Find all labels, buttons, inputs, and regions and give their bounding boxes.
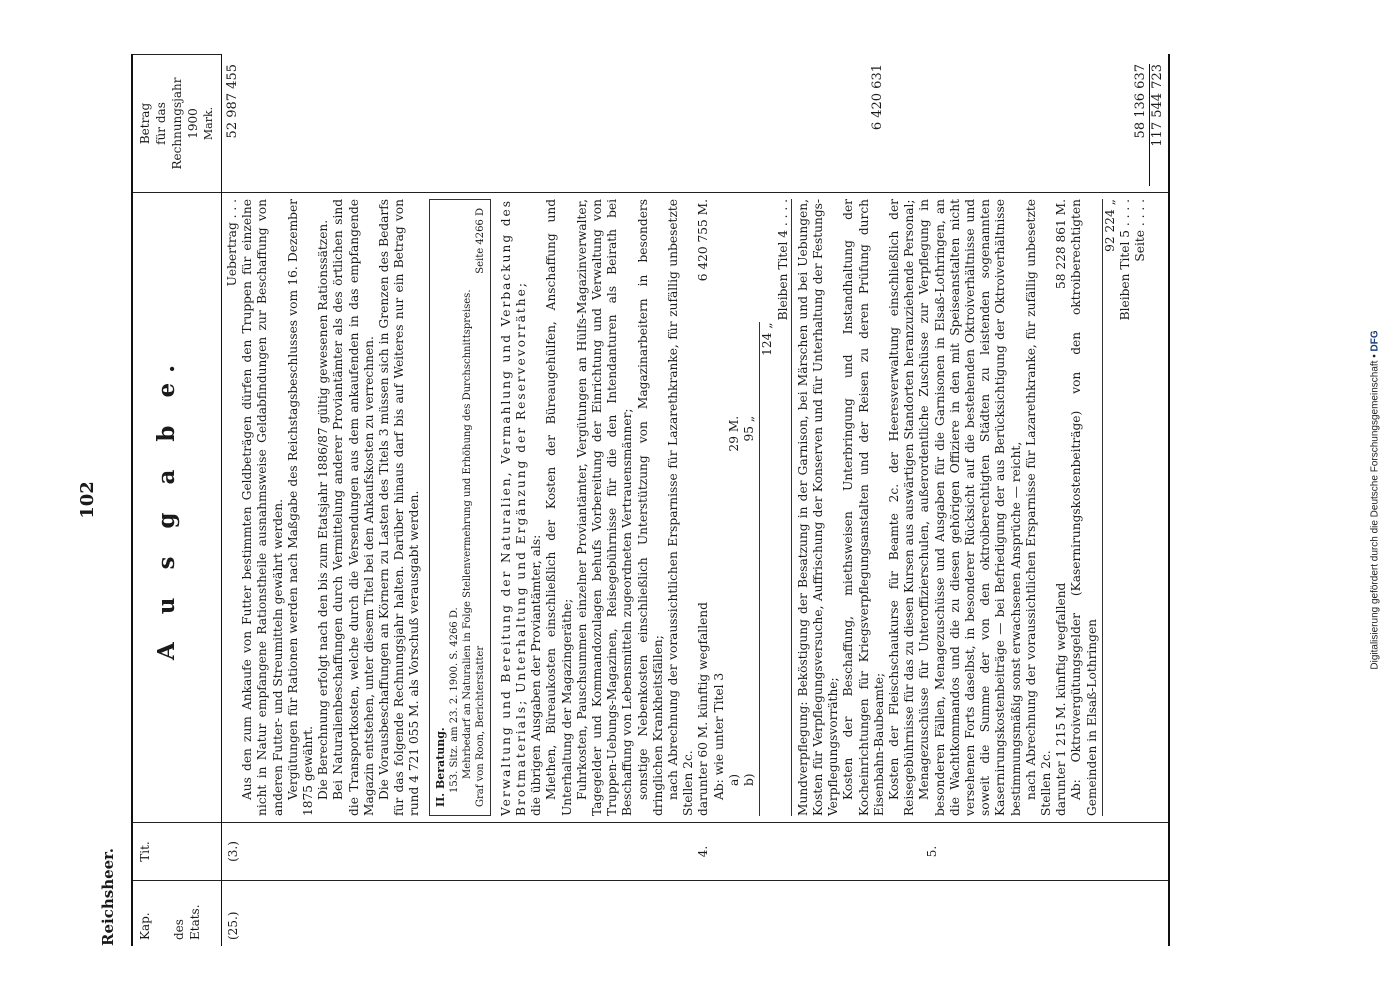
description-cell bbox=[222, 192, 1168, 822]
tit4-b-value: 95 „ bbox=[741, 415, 756, 442]
tit4-b-label: b) bbox=[741, 773, 756, 786]
seite-ref: 4266 D bbox=[474, 208, 486, 245]
section-title: A u s g a b e. bbox=[133, 192, 222, 822]
tit4-text: sonstige Nebenkosten einschließlich Unterstützung von Magazinarbeitern in besonders dringlichen Krankheitsfällen; bbox=[635, 199, 665, 816]
budget-table bbox=[131, 54, 1170, 946]
amount-header-line: für das bbox=[153, 102, 168, 145]
tit4-text: Fuhrkosten, Pauschsummen einzelner Proviantämter, Vergütungen an Hülfs-Magazinverwalter, Tagegelder und Kommandozulagen behufs Vorbereitung der Einrichtung und Verwaltung von Truppen-Uebungs-Magazinen, Reisegebührnisse für die den Intendanturen als Beirath bei Beschaffung von Lebensmitteln zugeordneten Vertrauensmänner; bbox=[574, 199, 634, 816]
tit4-bleiben: Bleiben Titel 4 . . . . bbox=[775, 199, 789, 321]
tit-5: 5. bbox=[924, 845, 939, 858]
tit5-text: Kosten der Beschaffung, miethsweisen Unterbringung und Instandhaltung der Kocheinrichtungen für Kriegsverpflegungsanstalten und der Reisen zu deren Prüfung durch Eisenbahn-Baubeamte; bbox=[840, 199, 886, 816]
digitization-credit-band bbox=[1367, 0, 1383, 1000]
tit5-amount: 58 136 637 bbox=[1133, 64, 1149, 186]
tit4-a-label: a) bbox=[726, 773, 741, 786]
tit3-text: Bei Naturalienbeschaffungen durch Vermittelung anderer Proviantämter als des örtlichen sind die Transportkosten, welche durch die Versendungen aus dem ankaufenden in das empfangende Magazin entstehen, unter diesem Titel bei den Ankaufskosten zu verrechnen. bbox=[330, 199, 376, 816]
beratung-seite bbox=[473, 208, 486, 274]
beratung-box bbox=[428, 199, 490, 816]
seite-label: Seite bbox=[474, 247, 486, 274]
tit4-sum: 124 „ bbox=[759, 322, 775, 816]
col-header-kap bbox=[133, 880, 222, 946]
tit4-b-row bbox=[742, 416, 757, 816]
tit5-text: Menagezuschüsse für Unteroffizierschulen, außerordentliche Zuschüsse zur Verpflegung in besonderen Fällen, Menagezuschüsse und Ausgaben für die Garnisonen in Elsaß-Lothringen, an die Wachtkommandos und die zu diesen gehörigen Offiziere in den mit Speiseanstalten nicht versehenen Forts daselbst, in besonderer Rücksicht auf die bestehenden Oktroiverhältnisse und soweit die Summe der von den oktroiberechtigten Städten zu leistenden sogenannten Kasernirungskostenbeiträge — bei Befriedigung der aus Berücksichtigung der Oktroiverhältnisse bestimmungsmäßig sonst erwachsenen Ansprüche — reicht, bbox=[916, 199, 1023, 816]
tit4-a-value: 29 M. bbox=[726, 415, 741, 452]
page-number: 102 bbox=[76, 481, 98, 519]
amount-cell bbox=[222, 54, 1168, 192]
tit5-text: Mundverpflegung: Beköstigung der Besatzung in der Garnison, bei Märschen und bei Uebungen, Kosten für Verpflegungsversuche, Auffrischung der Konserven und für Unterhaltung der Festungs-Verpflegungsvorräthe; bbox=[795, 199, 840, 816]
tit4-betrag: 6 420 755 M. bbox=[695, 199, 710, 282]
tit4-amount: 6 420 631 bbox=[869, 64, 885, 131]
amount-header-line: Betrag bbox=[137, 102, 152, 145]
tit4-text: die übrigen Ausgaben der Proviantämter, als: bbox=[528, 534, 543, 816]
digitization-credit bbox=[1370, 330, 1381, 669]
beratung-reporter-row bbox=[473, 208, 486, 807]
tit3-text: Vergütungen für Rationen werden nach Maßgabe des Reichstagsbeschlusses vom 16. Dezember 1875 gewährt. bbox=[285, 199, 315, 816]
amount-unit: Mark. bbox=[201, 106, 215, 141]
rotated-document-page bbox=[47, 40, 1337, 960]
col-header-amount bbox=[133, 54, 222, 192]
amount-header-year: 1900 bbox=[185, 108, 200, 139]
page-total-amount: 117 544 723 bbox=[1149, 64, 1165, 147]
tit4-block bbox=[494, 199, 790, 816]
running-title: Reichsheer. bbox=[98, 848, 117, 946]
kap-number: (25.) bbox=[225, 911, 240, 940]
dfg-logo: DFG bbox=[1369, 330, 1381, 352]
tit4-ab: Ab: wie unter Titel 3 bbox=[711, 672, 726, 800]
tit4-text bbox=[498, 199, 528, 816]
tit4-remark: darunter 60 M. künftig wegfallend bbox=[695, 602, 710, 816]
tit5-betrag: 58 228 861 M. bbox=[1053, 199, 1068, 290]
tit5-text: Kosten der Fleischschaukurse für Beamte 2c. der Heeresverwaltung einschließlich der Reisegebührnisse für das zu diesen Kursen aus auswärtigen Standorten heranzuziehende Personal; bbox=[886, 199, 916, 816]
tit-3: (3.) bbox=[225, 841, 240, 862]
beratung-reporter: Graf von Roon, Berichterstatter bbox=[474, 645, 486, 807]
col-header-tit bbox=[133, 822, 222, 880]
uebertrag-label: Uebertrag . . . bbox=[224, 199, 239, 287]
tit5-bleiben: Bleiben Titel 5 . . . . bbox=[1117, 199, 1132, 321]
tit5-remark: darunter 1 215 M. künftig wegfallend bbox=[1053, 582, 1068, 816]
col-tit-label: Tit. bbox=[137, 841, 152, 862]
credit-text: Digitalisierung gefördert durch die Deutsche Forschungsgemeinschaft • bbox=[1369, 354, 1381, 670]
col-kap-label: Kap. bbox=[137, 912, 152, 940]
amount-header-line: Rechnungsjahr bbox=[169, 77, 184, 170]
tit5-betrag-row bbox=[1054, 199, 1069, 816]
tit5-block bbox=[790, 199, 1148, 816]
page-total-label: Seite . . . . bbox=[1132, 199, 1147, 262]
tit4-a-row bbox=[726, 416, 741, 816]
beratung-session: 153. Sitz. am 23. 2. 1900. S. 4266 D. bbox=[448, 607, 460, 793]
beratung-note: Mehrbedarf an Naturalien in Folge Stellenvermehrung und Erhöhung des Durchschnittspreises. bbox=[461, 289, 473, 779]
tit5-text: nach Abrechnung der voraussichtlichen Ersparnisse für Lazarethkranke, für zufällig unbesetzte Stellen 2c. bbox=[1023, 199, 1053, 816]
tit4-text: Miethen, Büreaukosten einschließlich der Kosten der Büreaugehülfen, Anschaffung und Unterhaltung der Magazingeräthe; bbox=[543, 199, 574, 816]
uebertrag-amount: 52 987 455 bbox=[224, 64, 240, 139]
tit5-ab: Ab: Oktroivergütungsgelder (Kasernirungskostenbeiträge) von den oktroiberechtigten Gemeinden in Elsaß-Lothringen bbox=[1068, 199, 1099, 816]
kap-cell bbox=[222, 880, 1168, 946]
tit3-text: Aus den zum Ankaufe von Futter bestimmten Geldbeträgen dürfen den Truppen für einzelne nicht in Natur empfangene Rationstheile ausnahmsweise Geldabfindungen zur Beschaffung von anderen Futter- und Streumitteln gewährt werden. bbox=[239, 199, 285, 816]
tit4-text: nach Abrechnung der voraussichtlichen Ersparnisse für Lazarethkranke, für zufällig unbesetzte Stellen 2c. bbox=[665, 199, 695, 816]
tit4-betrag-row bbox=[696, 199, 711, 816]
tit-cell bbox=[222, 822, 1168, 880]
tit3-text: Die Vorausbeschaffungen an Körnern zu Lasten des Titels 3 müssen sich in Grenzen des Bedarfs für das folgende Rechnungsjahr halten. Darüber hinaus darf bis auf Weiteres nur ein Betrag von rund 4 721 055 M. als Vorschuß verausgabt werden. bbox=[376, 199, 421, 816]
tit5-ab-value: 92 224 „ bbox=[1101, 199, 1117, 816]
col-des-etats-label: des Etats. bbox=[171, 904, 202, 940]
tit-4: 4. bbox=[695, 845, 710, 858]
beratung-heading: II. Beratung. bbox=[433, 727, 447, 807]
page-header bbox=[61, 54, 131, 946]
tit3-text: Die Berechnung erfolgt nach den bis zum Etatsjahr 1886/87 gültig gewesenen Rationssätzen. bbox=[315, 219, 330, 800]
tit4-heading: Verwaltung und Bereitung der Naturalien, Vermahlung und Verbackung des Brotmaterials; Unterhaltung und Ergänzung der Reservevorräthe; bbox=[498, 199, 528, 816]
